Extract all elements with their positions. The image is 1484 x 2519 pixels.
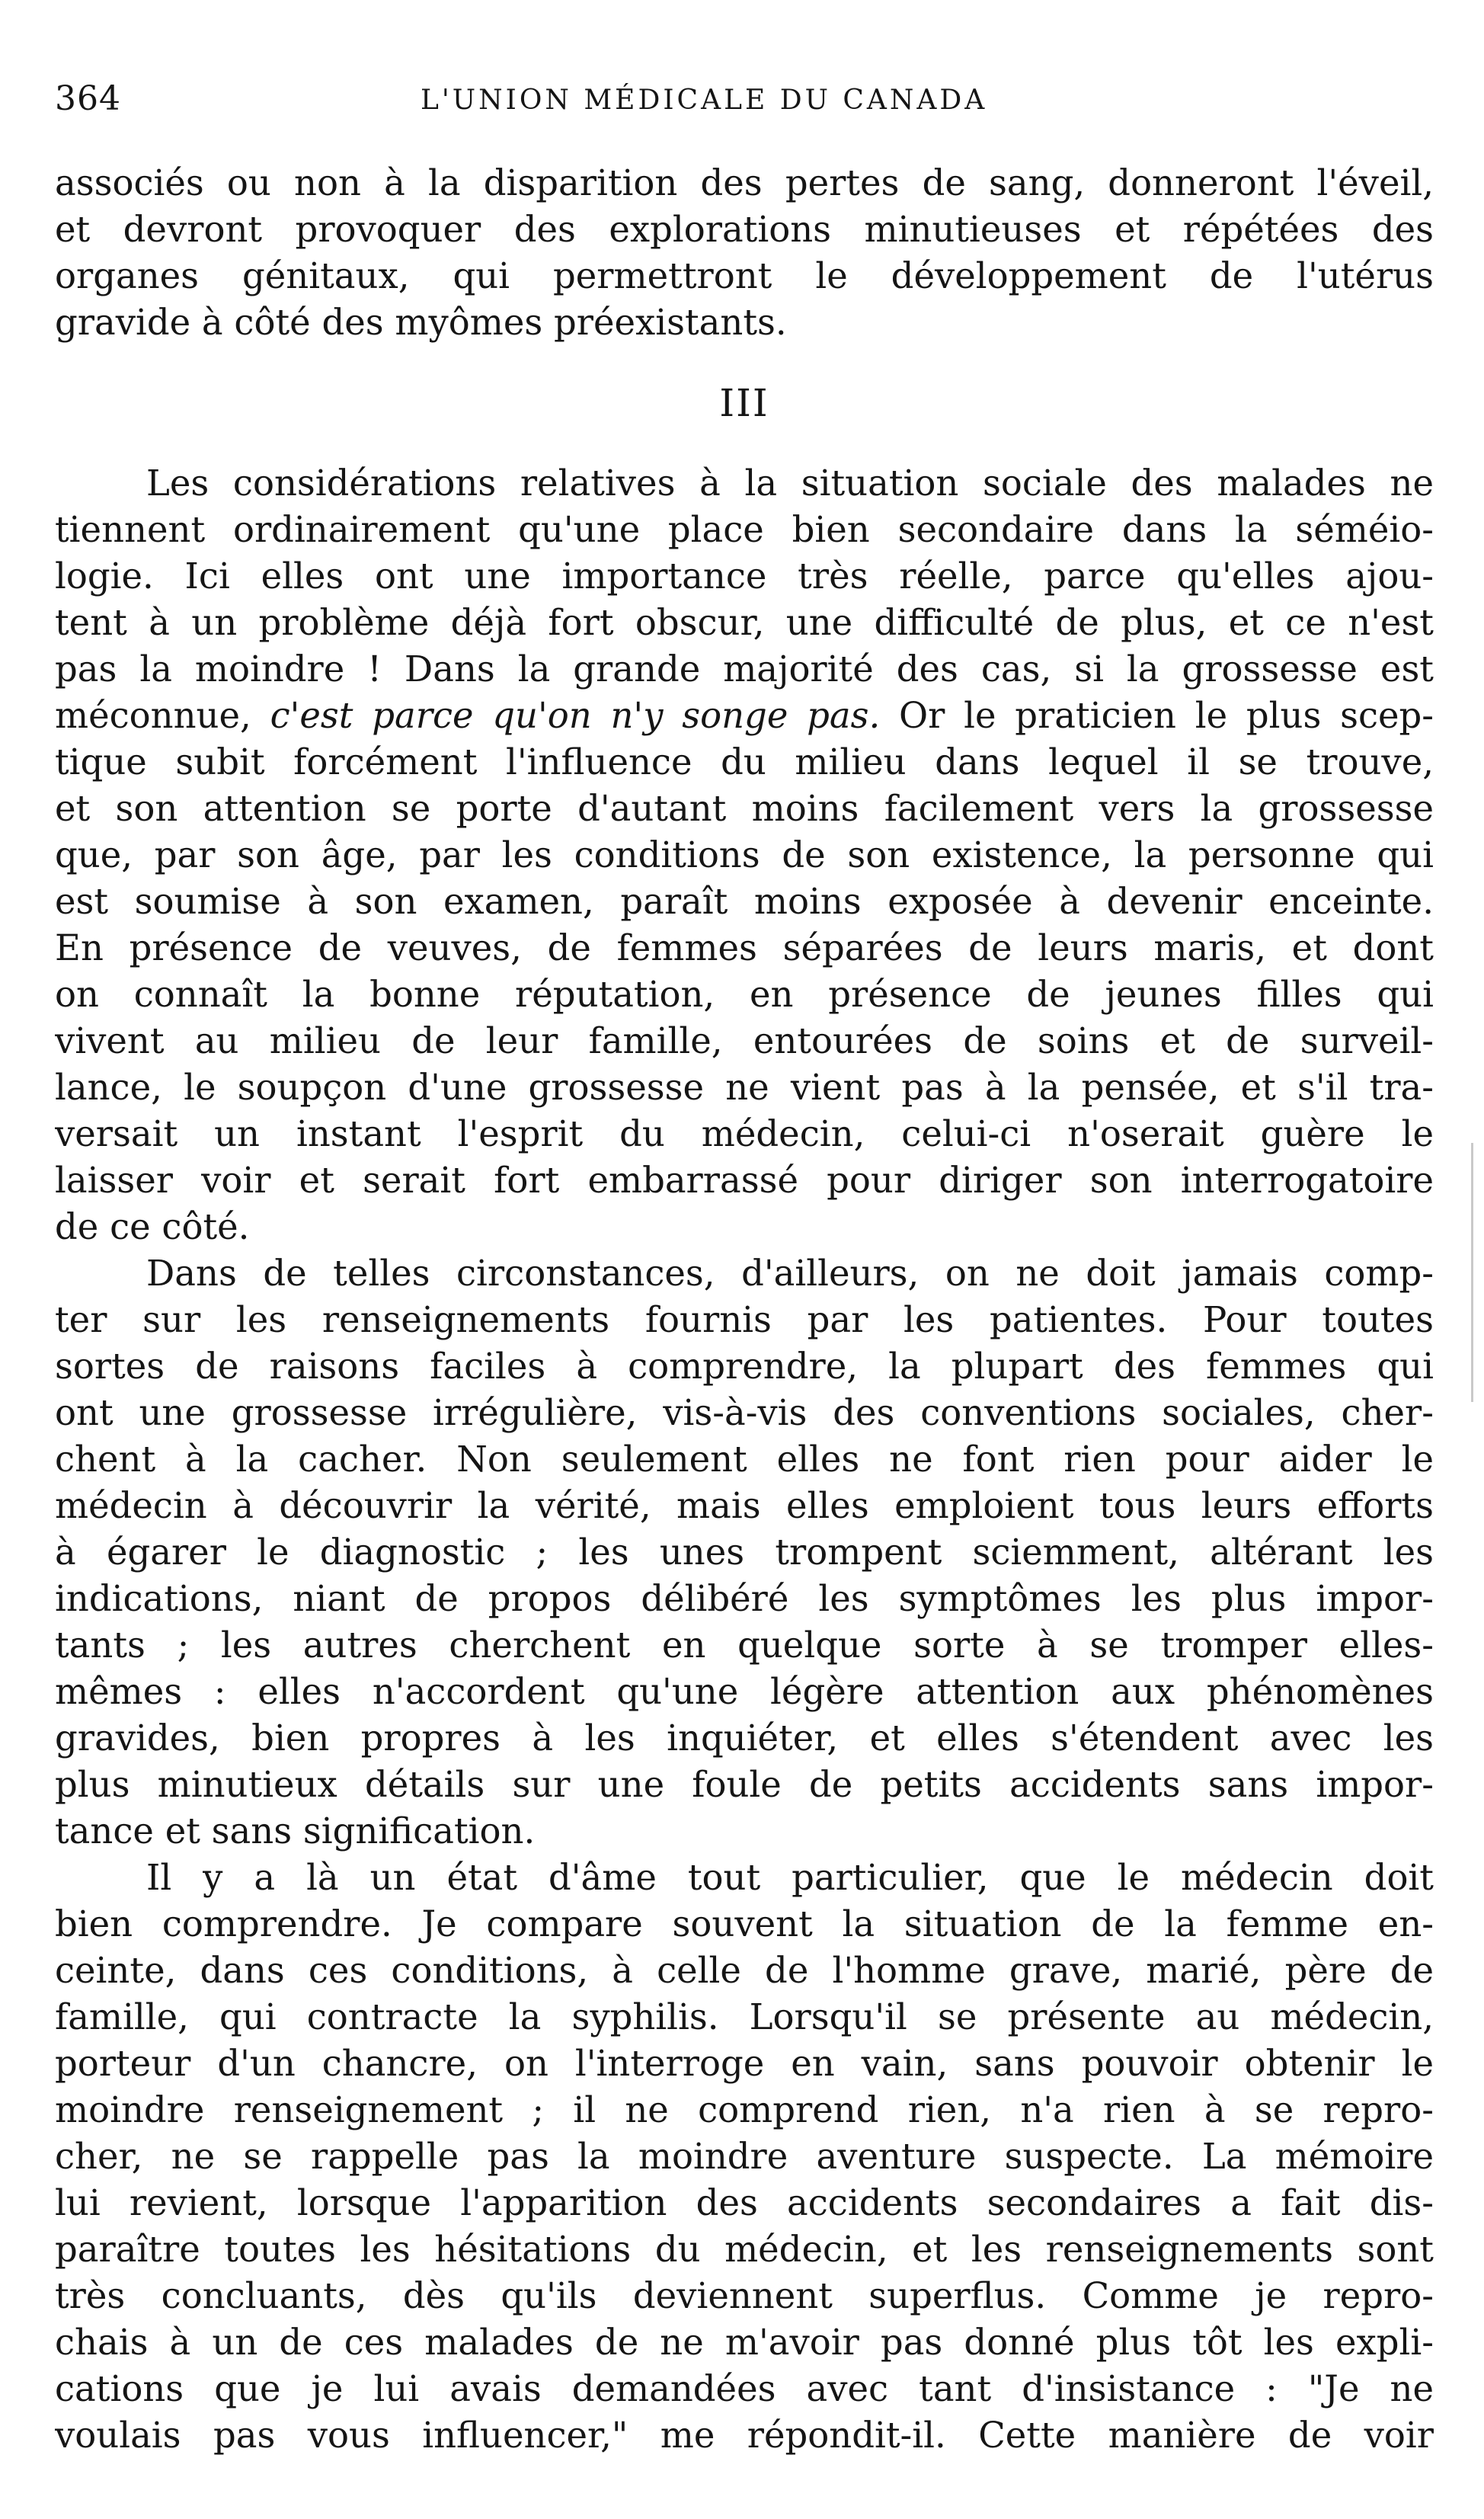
text-line: et son attention se porte d'autant moins facilement vers la grossesse: [55, 788, 1434, 829]
text-line: En présence de veuves, de femmes séparées de leurs maris, et dont: [55, 927, 1434, 968]
text-line: à égarer le diagnostic ; les unes trompent sciemment, altérant les: [55, 1532, 1434, 1573]
text-line: tance et sans signification.: [55, 1810, 536, 1852]
paragraph-1: [55, 160, 1434, 346]
text-line: bien comprendre. Je compare souvent la situation de la femme en-: [55, 1903, 1434, 1944]
text-line: tiennent ordinairement qu'une place bien secondaire dans la séméio-: [55, 509, 1434, 550]
text-line: on connaît la bonne réputation, en présence de jeunes filles qui: [55, 974, 1434, 1015]
text-line: Dans de telles circonstances, d'ailleurs, on ne doit jamais comp-: [146, 1253, 1434, 1294]
text-line: versait un instant l'esprit du médecin, celui-ci n'oserait guère le: [55, 1113, 1434, 1154]
text-line: est soumise à son examen, paraît moins exposée à devenir enceinte.: [55, 881, 1434, 922]
italic-phrase: c'est parce qu'on n'y songe pas.: [270, 695, 881, 736]
text-line: pas la moindre ! Dans la grande majorité des cas, si la grossesse est: [55, 648, 1434, 690]
text-line: plus minutieux détails sur une foule de petits accidents sans impor-: [55, 1764, 1434, 1805]
text-line: Les considérations relatives à la situation sociale des malades ne: [146, 463, 1434, 504]
text-line: paraître toutes les hésitations du médecin, et les renseignements sont: [55, 2229, 1434, 2270]
text-line: tique subit forcément l'influence du milieu dans lequel il se trouve,: [55, 741, 1434, 783]
text-run: méconnue,: [55, 695, 270, 736]
paragraph-2: [55, 460, 1434, 1250]
text-line: logie. Ici elles ont une importance très réelle, parce qu'elles ajou-: [55, 555, 1434, 597]
text-line: porteur d'un chancre, on l'interroge en vain, sans pouvoir obtenir le: [55, 2043, 1434, 2084]
text-line: laisser voir et serait fort embarrassé pour diriger son interrogatoire: [55, 1160, 1434, 1201]
text-line: chais à un de ces malades de ne m'avoir pas donné plus tôt les expli-: [55, 2322, 1434, 2363]
text-line: associés ou non à la disparition des pertes de sang, donneront l'éveil,: [55, 162, 1434, 203]
text-line: voulais pas vous influencer," me répondit-il. Cette manière de voir: [55, 2415, 1434, 2456]
text-line: gravide à côté des myômes préexistants.: [55, 302, 787, 343]
text-line: moindre renseignement ; il ne comprend rien, n'a rien à se repro-: [55, 2089, 1434, 2130]
text-line: cations que je lui avais demandées avec tant d'insistance : "Je ne: [55, 2368, 1434, 2409]
text-line: lui revient, lorsque l'apparition des accidents secondaires a fait dis-: [55, 2182, 1434, 2223]
page-header: [55, 76, 1434, 137]
running-head: L'UNION MÉDICALE DU CANADA: [421, 85, 988, 116]
scan-edge-mark: [1471, 1143, 1473, 1402]
page-number: 364: [55, 79, 121, 118]
section-heading: III: [719, 381, 769, 425]
text-line: ont une grossesse irrégulière, vis-à-vis des conventions sociales, cher-: [55, 1392, 1434, 1433]
body-text: [55, 160, 1434, 2459]
paragraph-3: [55, 1250, 1434, 1855]
text-line: sortes de raisons faciles à comprendre, la plupart des femmes qui: [55, 1346, 1434, 1387]
text-line: que, par son âge, par les conditions de son existence, la personne qui: [55, 834, 1434, 875]
text-line: mêmes : elles n'accordent qu'une légère attention aux phénomènes: [55, 1671, 1434, 1712]
text-line: médecin à découvrir la vérité, mais elles emploient tous leurs efforts: [55, 1485, 1434, 1526]
text-line: vivent au milieu de leur famille, entourées de soins et de surveil-: [55, 1020, 1434, 1061]
text-line: organes génitaux, qui permettront le développement de l'utérus: [55, 255, 1434, 296]
text-line: cher, ne se rappelle pas la moindre aventure suspecte. La mémoire: [55, 2136, 1434, 2177]
text-run: Or le praticien le plus scep-: [880, 695, 1434, 736]
text-line: indications, niant de propos délibéré les symptômes les plus impor-: [55, 1578, 1434, 1619]
paragraph-4: [55, 1855, 1434, 2459]
text-line: tants ; les autres cherchent en quelque sorte à se tromper elles-: [55, 1624, 1434, 1666]
text-line: tent à un problème déjà fort obscur, une difficulté de plus, et ce n'est: [55, 602, 1434, 643]
text-line: Il y a là un état d'âme tout particulier, que le médecin doit: [146, 1857, 1434, 1898]
text-line: lance, le soupçon d'une grossesse ne vient pas à la pensée, et s'il tra-: [55, 1067, 1434, 1108]
text-line: ter sur les renseignements fournis par les patientes. Pour toutes: [55, 1299, 1434, 1340]
text-line: très concluants, dès qu'ils deviennent superflus. Comme je repro-: [55, 2275, 1434, 2316]
text-line: gravides, bien propres à les inquiéter, et elles s'étendent avec les: [55, 1717, 1434, 1759]
text-line: chent à la cacher. Non seulement elles ne font rien pour aider le: [55, 1439, 1434, 1480]
text-line-mixed: [55, 693, 1434, 739]
text-line: et devront provoquer des explorations minutieuses et répétées des: [55, 209, 1434, 250]
text-line: famille, qui contracte la syphilis. Lorsqu'il se présente au médecin,: [55, 1996, 1434, 2037]
text-line: ceinte, dans ces conditions, à celle de l'homme grave, marié, père de: [55, 1950, 1434, 1991]
text-line: de ce côté.: [55, 1206, 250, 1247]
